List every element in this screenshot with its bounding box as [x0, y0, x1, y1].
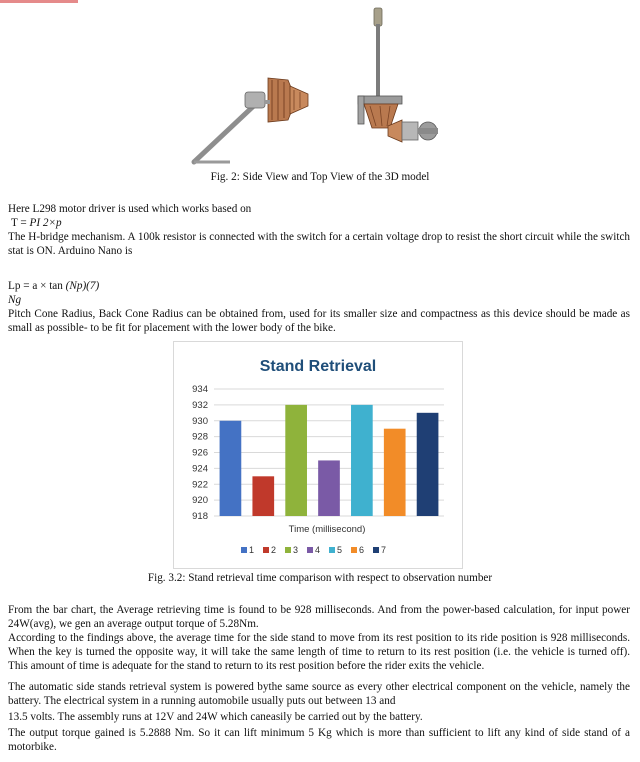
legend-swatch-3 — [285, 547, 291, 553]
side-view-drawing — [194, 78, 308, 162]
y-tick-label: 928 — [192, 431, 208, 443]
chart-x-axis-label: Time (millisecond) — [288, 524, 366, 535]
legend-label-4: 4 — [315, 545, 321, 555]
equation-torque-expr: PI 2×p — [29, 217, 62, 229]
legend-swatch-4 — [307, 547, 313, 553]
chart-canvas — [174, 342, 462, 568]
paragraph-torque: The output torque gained is 5.2888 Nm. So it can lift minimum 5 Kg which is more than sufficient to lift any kind of side stand of a motorbike. — [8, 727, 630, 753]
legend-swatch-1 — [241, 547, 247, 553]
bar-2 — [252, 476, 274, 516]
equation-pitch — [8, 279, 99, 293]
y-tick-label: 932 — [192, 399, 208, 411]
y-tick-label: 934 — [192, 384, 208, 395]
y-tick-label: 926 — [192, 447, 208, 459]
legend-label-1: 1 — [249, 545, 255, 555]
equation-pitch-denominator: Ng — [8, 294, 22, 306]
paragraph-findings: According to the findings above, the average time for the side stand to move from its rest position to its ride position is 928 milliseconds. When the key is turned the opposite way, it will take the same length of time to return to its rest position (i.e. the vehicle is turned off). This amount of time is adequate for the stand to return to its rest position before the rider exits the vehicle. — [8, 632, 630, 672]
equation-torque — [11, 216, 62, 230]
equation-pitch-expr: (Np)(7) — [65, 280, 100, 292]
equation-torque-prefix: T = — [11, 217, 30, 229]
legend-swatch-7 — [373, 547, 379, 553]
paragraph-power-voltage: 13.5 volts. The assembly runs at 12V and 24W which caneasily be carried out by the battery. — [8, 711, 423, 723]
legend-label-5: 5 — [337, 545, 343, 555]
top-view-drawing — [358, 8, 438, 142]
bar-6 — [384, 429, 406, 516]
legend-swatch-6 — [351, 547, 357, 553]
bar-7 — [417, 413, 439, 516]
bar-1 — [220, 421, 242, 516]
y-tick-label: 922 — [192, 479, 208, 491]
legend-swatch-2 — [263, 547, 269, 553]
paragraph-pitch-cone: Pitch Cone Radius, Back Cone Radius can be obtained from, used for its smaller size and compactness as this device should be made as small as possible- to be fit for placement with the lower body of the bike. — [8, 308, 630, 334]
equation-pitch-prefix: Lp = a × tan — [8, 280, 66, 292]
stand-retrieval-chart — [173, 341, 463, 569]
y-tick-label: 920 — [192, 495, 208, 507]
figure-2-caption: Fig. 2: Side View and Top View of the 3D model — [210, 171, 430, 183]
legend-label-3: 3 — [293, 545, 299, 555]
y-tick-label: 918 — [192, 511, 208, 522]
y-tick-label: 930 — [192, 415, 208, 427]
figure-3-2-caption: Fig. 3.2: Stand retrieval time comparison with respect to observation number — [147, 572, 493, 584]
bar-5 — [351, 405, 373, 516]
paragraph-h-bridge: The H-bridge mechanism. A 100k resistor is connected with the switch for a certain voltage drop to resist the short circuit while the switch stat is ON. Arduino Nano is — [8, 231, 630, 257]
legend-label-6: 6 — [359, 545, 365, 555]
legend-swatch-5 — [329, 547, 335, 553]
paragraph-motor-driver: Here L298 motor driver is used which works based on — [8, 203, 252, 215]
y-tick-label: 924 — [192, 463, 208, 475]
top-color-mark — [0, 0, 78, 3]
bar-4 — [318, 460, 340, 516]
paragraph-bar-chart: From the bar chart, the Average retrieving time is found to be 928 milliseconds. And from the power-based calculation, for input power 24W(avg), we gen an average output torque of 5.28Nm. — [8, 604, 630, 630]
legend-label-7: 7 — [381, 545, 387, 555]
chart-title: Stand Retrieval — [259, 358, 377, 375]
legend-label-2: 2 — [271, 545, 277, 555]
bar-3 — [285, 405, 307, 516]
figure-3d-model — [190, 0, 445, 165]
paragraph-power-source: The automatic side stands retrieval system is powered bythe same source as every other electrical component on the vehicle, namely the battery. The electrical system in a running automobile usually puts out between 13 and — [8, 681, 630, 707]
